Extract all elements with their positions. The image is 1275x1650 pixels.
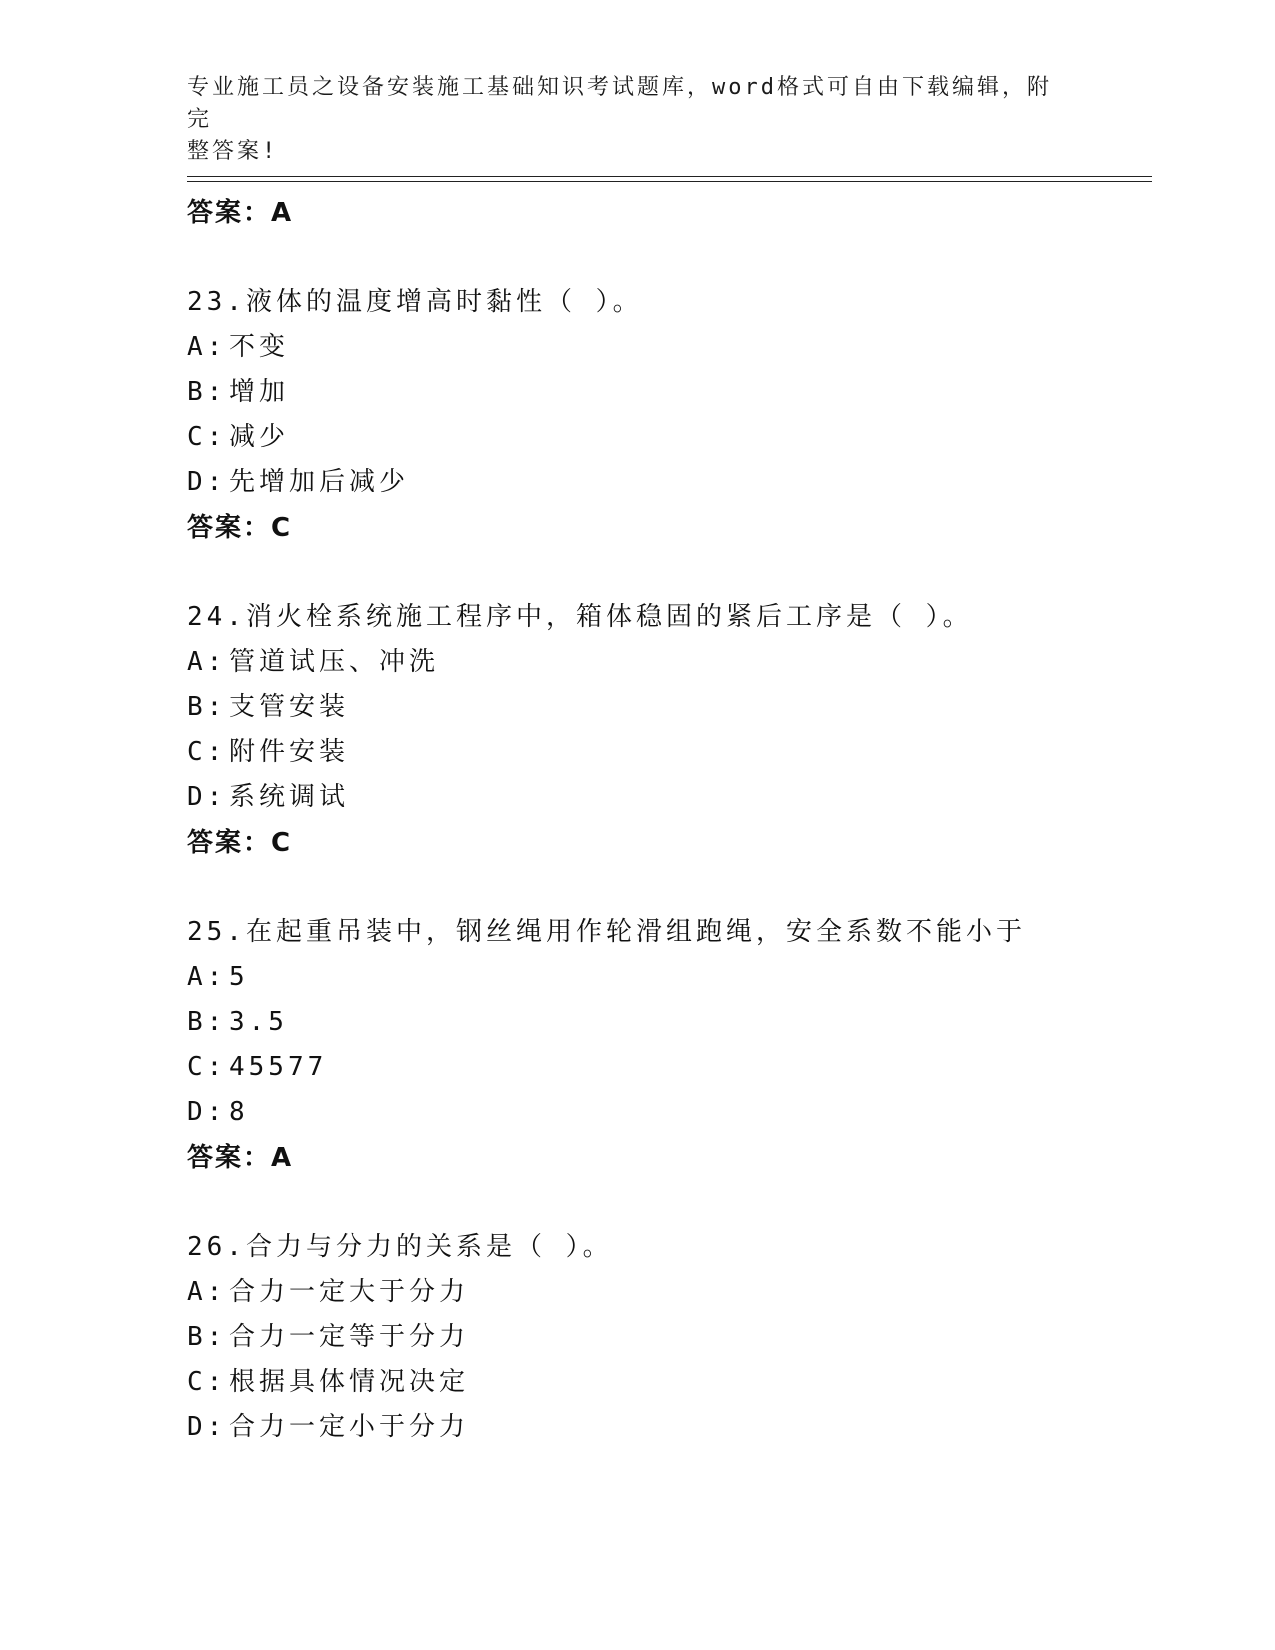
answer-q24: 答案：C	[187, 828, 293, 858]
option-key: B:	[187, 692, 227, 722]
option-d	[187, 460, 1147, 505]
option-text: 8	[229, 1097, 249, 1127]
option-a	[187, 325, 1147, 370]
option-c	[187, 1045, 1147, 1090]
question-23	[187, 280, 1147, 551]
header-line-2: 整答案!	[187, 139, 279, 164]
option-d	[187, 775, 1147, 820]
option-key: B:	[187, 377, 227, 407]
option-key: C:	[187, 1367, 227, 1397]
option-d	[187, 1090, 1147, 1135]
option-text: 5	[229, 962, 249, 992]
option-text: 附件安装	[229, 737, 350, 767]
question-stem: 26.合力与分力的关系是（ ）。	[187, 1232, 613, 1262]
option-key: C:	[187, 1052, 227, 1082]
question-24	[187, 595, 1147, 866]
question-list	[187, 190, 1147, 1450]
question-stem: 24.消火栓系统施工程序中，箱体稳固的紧后工序是（ ）。	[187, 602, 973, 632]
option-text: 系统调试	[229, 782, 350, 812]
option-key: C:	[187, 422, 227, 452]
option-text: 根据具体情况决定	[229, 1367, 470, 1397]
option-c	[187, 415, 1147, 460]
question-26	[187, 1225, 1147, 1450]
option-key: D:	[187, 782, 227, 812]
answer-q22: 答案：A	[187, 198, 294, 228]
option-a	[187, 640, 1147, 685]
answer-q23: 答案：C	[187, 513, 293, 543]
answer-q25: 答案：A	[187, 1143, 294, 1173]
option-text: 3.5	[229, 1007, 288, 1037]
option-key: A:	[187, 962, 227, 992]
document-header	[187, 72, 1067, 168]
option-text: 合力一定小于分力	[229, 1412, 470, 1442]
option-key: D:	[187, 467, 227, 497]
option-c	[187, 730, 1147, 775]
option-key: B:	[187, 1322, 227, 1352]
option-text: 合力一定等于分力	[229, 1322, 470, 1352]
option-text: 增加	[229, 377, 290, 407]
option-key: C:	[187, 737, 227, 767]
option-b	[187, 1000, 1147, 1045]
option-key: B:	[187, 1007, 227, 1037]
option-key: A:	[187, 647, 227, 677]
option-key: D:	[187, 1097, 227, 1127]
option-c	[187, 1360, 1147, 1405]
option-text: 支管安装	[229, 692, 350, 722]
option-a	[187, 955, 1147, 1000]
header-divider-top	[187, 176, 1152, 177]
question-stem: 23.液体的温度增高时黏性（ ）。	[187, 287, 643, 317]
header-line-1: 专业施工员之设备安装施工基础知识考试题库，word格式可自由下载编辑，附完	[187, 75, 1052, 132]
header-divider-bottom	[187, 181, 1152, 182]
question-stem: 25.在起重吊装中，钢丝绳用作轮滑组跑绳，安全系数不能小于	[187, 917, 1026, 947]
option-b	[187, 1315, 1147, 1360]
option-a	[187, 1270, 1147, 1315]
option-text: 减少	[229, 422, 290, 452]
option-b	[187, 370, 1147, 415]
option-text: 不变	[229, 332, 290, 362]
option-text: 先增加后减少	[229, 467, 410, 497]
option-text: 管道试压、冲洗	[229, 647, 440, 677]
option-d	[187, 1405, 1147, 1450]
option-key: D:	[187, 1412, 227, 1442]
option-key: A:	[187, 1277, 227, 1307]
question-25	[187, 910, 1147, 1181]
option-key: A:	[187, 332, 227, 362]
option-b	[187, 685, 1147, 730]
option-text: 合力一定大于分力	[229, 1277, 470, 1307]
option-text: 45577	[229, 1052, 328, 1082]
